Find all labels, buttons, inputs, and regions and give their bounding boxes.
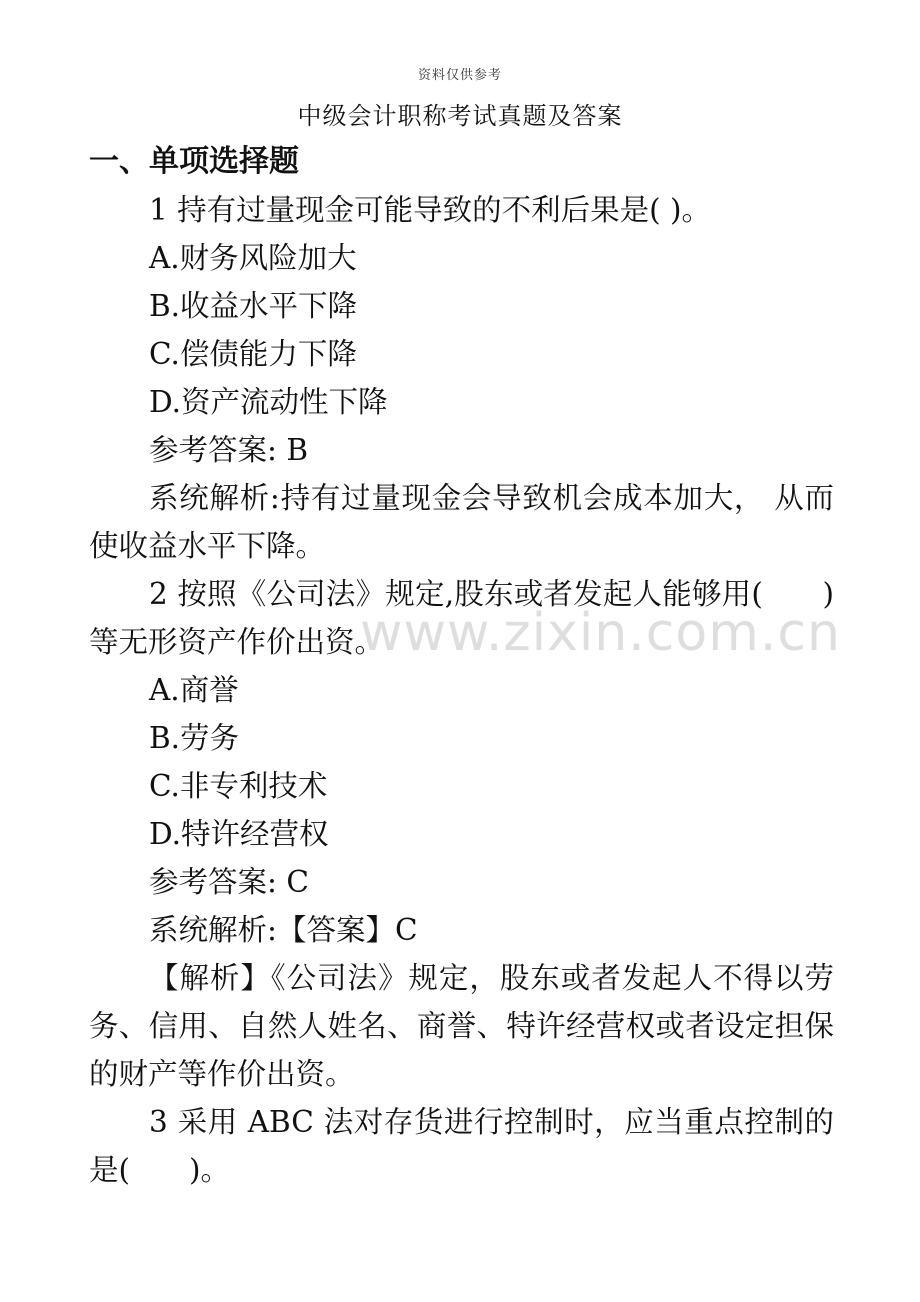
document-body: [89, 138, 834, 1194]
header-note: 资料仅供参考: [417, 68, 502, 83]
question-2-option-d: D.特许经营权: [149, 817, 329, 851]
question-2-stem: 2 按照《公司法》规定,股东或者发起人能够用( )等无形资产作价出资。: [89, 577, 834, 659]
question-1-option-d: D.资产流动性下降: [149, 385, 388, 419]
question-1-option-b: B.收益水平下降: [149, 289, 358, 323]
question-2-option-a: A.商誉: [149, 673, 239, 707]
question-1-option-c: C.偿债能力下降: [149, 337, 357, 371]
question-2-explanation: 【解析】《公司法》规定，股东或者发起人不得以劳务、信用、自然人姓名、商誉、特许经营权或者设定担保的财产等作价出资。: [89, 961, 834, 1091]
question-2-option-c: C.非专利技术: [149, 769, 328, 803]
watermark: www.zixin.com.cn: [360, 603, 841, 663]
question-2-analysis: 系统解析:【答案】C: [149, 913, 418, 947]
document-title: 中级会计职称考试真题及答案: [297, 102, 623, 130]
question-1-answer: 参考答案: B: [149, 433, 308, 467]
question-1-stem: 1 持有过量现金可能导致的不利后果是( )。: [149, 193, 712, 227]
section-heading: 一、单项选择题: [89, 144, 299, 179]
question-1-analysis: 系统解析:持有过量现金会导致机会成本加大， 从而使收益水平下降。: [89, 481, 834, 563]
question-2-option-b: B.劳务: [149, 721, 240, 755]
question-1-option-a: A.财务风险加大: [149, 241, 357, 275]
question-3-stem: 3 采用 ABC 法对存货进行控制时，应当重点控制的是( )。: [89, 1105, 834, 1187]
question-2-answer: 参考答案: C: [149, 865, 309, 899]
